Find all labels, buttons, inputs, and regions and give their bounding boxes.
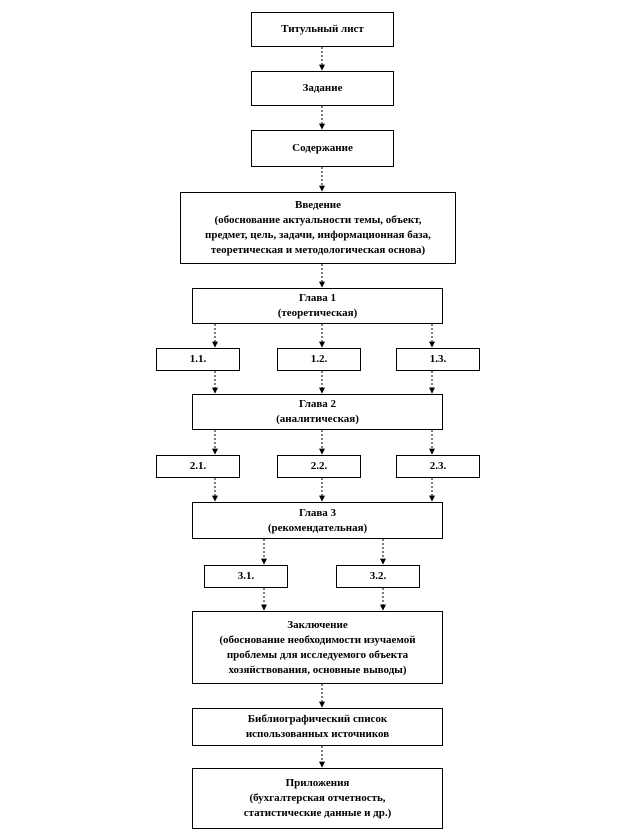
section-1-2-label: 1.2. xyxy=(310,353,328,365)
chapter2-box xyxy=(192,394,443,430)
section-1-1-box xyxy=(156,348,240,371)
section-1-3-label: 1.3. xyxy=(429,353,447,365)
conclusion-line-2: проблемы для исследуемого объекта xyxy=(226,648,409,661)
introduction-line-1: (обоснование актуальности темы, объект, xyxy=(214,214,422,226)
conclusion-line-1: (обоснование необходимости изучаемой xyxy=(219,633,416,646)
section-2-1-label: 2.1. xyxy=(189,460,207,472)
chapter1-box xyxy=(192,288,443,324)
section-1-2-box xyxy=(277,348,361,371)
bibliography-line-1: Библиографический список xyxy=(247,713,388,725)
introduction-line-3: теоретическая и методологическая основа) xyxy=(210,244,426,256)
chapter3-heading: Глава 3 xyxy=(298,506,337,519)
section-2-2-box xyxy=(277,455,361,478)
contents-box xyxy=(251,130,394,167)
section-1-1-label: 1.1. xyxy=(189,353,207,365)
bibliography-line-2: использованных источников xyxy=(245,728,390,740)
chapter2-subtitle: (аналитическая) xyxy=(276,413,359,425)
chapter1-subtitle: (теоретическая) xyxy=(277,307,358,319)
conclusion-heading: Заключение xyxy=(287,618,348,631)
section-2-2-label: 2.2. xyxy=(310,460,328,472)
title-page-label: Титульный лист xyxy=(281,23,364,35)
section-3-1-label: 3.1. xyxy=(237,570,255,582)
conclusion-line-3: хозяйствования, основные выводы) xyxy=(228,663,407,676)
bibliography-box xyxy=(192,708,443,746)
chapter3-subtitle: (рекомендательная) xyxy=(267,521,368,534)
chapter1-heading: Глава 1 xyxy=(298,292,337,304)
introduction-heading: Введение xyxy=(294,199,342,211)
task-label: Задание xyxy=(302,82,343,94)
section-3-1-box xyxy=(204,565,288,588)
section-3-2-box xyxy=(336,565,420,588)
chapter2-heading: Глава 2 xyxy=(298,398,337,410)
section-1-3-box xyxy=(396,348,480,371)
section-2-1-box xyxy=(156,455,240,478)
title-page-box xyxy=(251,12,394,47)
introduction-box xyxy=(180,192,456,264)
section-3-2-label: 3.2. xyxy=(369,570,387,582)
section-2-3-label: 2.3. xyxy=(429,460,447,472)
appendices-line-1: (бухгалтерская отчетность, xyxy=(249,792,386,804)
task-box xyxy=(251,71,394,106)
section-2-3-box xyxy=(396,455,480,478)
contents-label: Содержание xyxy=(292,142,353,154)
introduction-line-2: предмет, цель, задачи, информационная база, xyxy=(205,229,431,241)
appendices-heading: Приложения xyxy=(285,777,350,789)
conclusion-box xyxy=(192,611,443,684)
appendices-box xyxy=(192,768,443,829)
appendices-line-2: статистические данные и др.) xyxy=(243,807,392,819)
chapter3-box xyxy=(192,502,443,539)
